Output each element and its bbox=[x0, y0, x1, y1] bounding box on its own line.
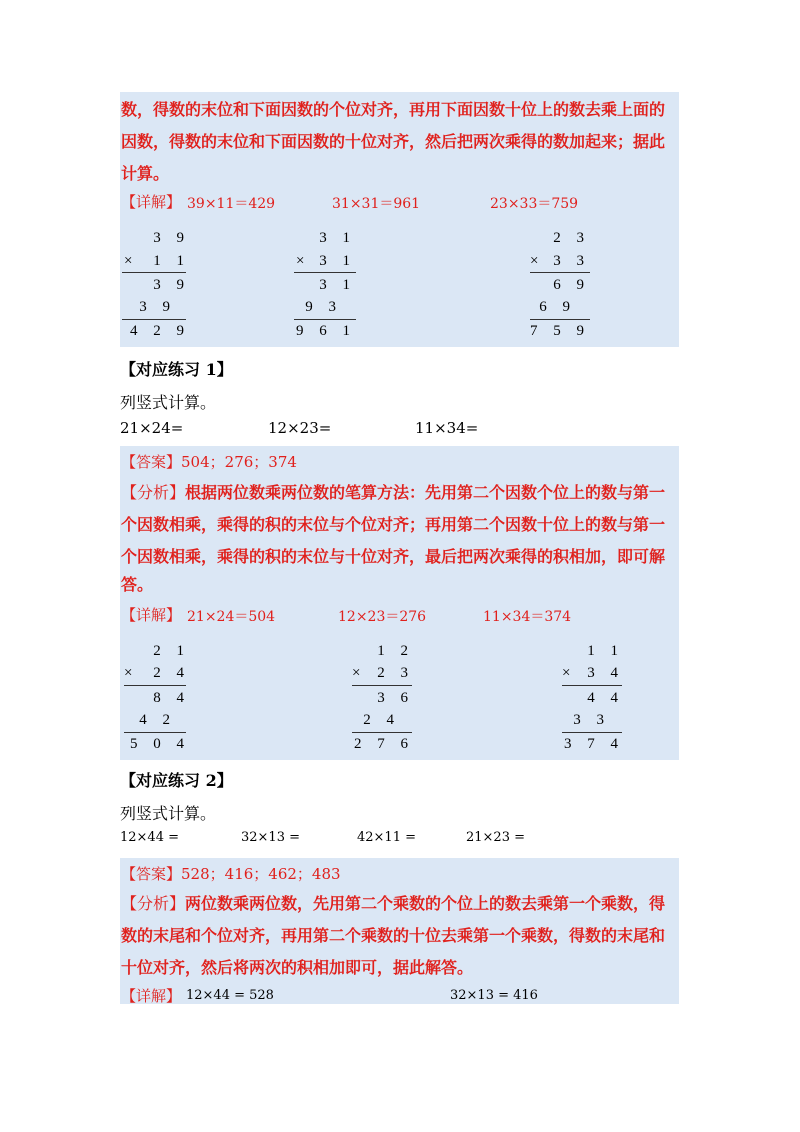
analysis-label: 【分析】 bbox=[121, 483, 186, 502]
instruction: 列竖式计算。 bbox=[120, 393, 217, 412]
multiplier: 3 1 bbox=[319, 253, 356, 269]
problem: 12×44 = bbox=[120, 830, 180, 845]
multiplier: 3 3 bbox=[553, 253, 590, 269]
operator: × bbox=[530, 253, 545, 269]
answer-value: 504；276；374 bbox=[181, 453, 297, 471]
detail-label: 【详解】 bbox=[121, 193, 182, 211]
multiplicand: 3 1 bbox=[319, 230, 356, 246]
detail-label: 【详解】 bbox=[121, 606, 182, 624]
multiplier: 3 4 bbox=[587, 665, 624, 681]
partial-product: 3 1 bbox=[319, 277, 356, 293]
partial-product: 4 2 bbox=[139, 712, 176, 728]
problem: 21×24= bbox=[120, 419, 184, 437]
operator: × bbox=[124, 253, 139, 269]
equation: 23×33＝759 bbox=[490, 196, 579, 212]
section-title: 【对应练习 1】 bbox=[120, 360, 233, 379]
problem: 32×13 = bbox=[241, 830, 301, 845]
problem: 11×34= bbox=[415, 419, 479, 437]
product: 3 7 4 bbox=[564, 736, 624, 752]
multiplicand: 3 9 bbox=[153, 230, 190, 246]
multiplier: 2 4 bbox=[153, 665, 190, 681]
partial-product: 2 4 bbox=[363, 712, 400, 728]
partial-product: 3 9 bbox=[153, 277, 190, 293]
product: 7 5 9 bbox=[530, 323, 590, 339]
multiplicand: 2 1 bbox=[153, 643, 190, 659]
partial-product: 4 4 bbox=[587, 690, 624, 706]
analysis-line bbox=[121, 483, 665, 503]
product: 9 6 1 bbox=[296, 323, 356, 339]
problem: 12×23= bbox=[268, 419, 332, 437]
product: 5 0 4 bbox=[130, 736, 190, 752]
multiplicand: 2 3 bbox=[553, 230, 590, 246]
equation: 11×34＝374 bbox=[483, 609, 572, 625]
answer-line bbox=[121, 452, 297, 472]
text-line: 因数，得数的末位和下面因数的十位对齐，然后把两次乘得的数加起来；据此 bbox=[121, 132, 666, 151]
equation: 12×44 = 528 bbox=[186, 988, 274, 1003]
analysis-label: 【分析】 bbox=[121, 894, 186, 913]
multiplier: 1 1 bbox=[153, 253, 190, 269]
analysis-text: 两位数乘两位数，先用第二个乘数的个位上的数去乘第一个乘数，得 bbox=[185, 894, 666, 913]
partial-product: 6 9 bbox=[553, 277, 590, 293]
problem: 42×11 = bbox=[357, 830, 417, 845]
equation: 39×11＝429 bbox=[187, 196, 276, 212]
section-title: 【对应练习 2】 bbox=[120, 771, 233, 790]
answer-line bbox=[121, 864, 341, 884]
solution-box-1 bbox=[120, 92, 679, 347]
analysis-line: 数的末尾和个位对齐，再用第二个乘数的十位去乘第一个乘数，得数的末尾和 bbox=[121, 926, 666, 945]
equation: 21×24＝504 bbox=[187, 609, 276, 625]
answer-value: 528；416；462；483 bbox=[181, 865, 341, 883]
analysis-line: 十位对齐，然后将两次的积相加即可，据此解答。 bbox=[121, 958, 474, 977]
product: 4 2 9 bbox=[130, 323, 190, 339]
partial-product: 3 3 bbox=[573, 712, 610, 728]
partial-product: 3 6 bbox=[377, 690, 414, 706]
analysis-line: 答。 bbox=[121, 575, 154, 594]
operator: × bbox=[296, 253, 311, 269]
multiplicand: 1 1 bbox=[587, 643, 624, 659]
partial-product: 8 4 bbox=[153, 690, 190, 706]
text-line: 计算。 bbox=[121, 164, 170, 183]
multiplicand: 1 2 bbox=[377, 643, 414, 659]
partial-product: 9 3 bbox=[305, 299, 342, 315]
operator: × bbox=[124, 665, 139, 681]
analysis-text: 根据两位数乘两位数的笔算方法：先用第二个因数个位上的数与第一 bbox=[185, 483, 666, 502]
problem: 21×23 = bbox=[466, 830, 526, 845]
operator: × bbox=[352, 665, 367, 681]
equation: 12×23＝276 bbox=[338, 609, 427, 625]
answer-label: 【答案】 bbox=[121, 865, 182, 883]
analysis-line: 个因数相乘，乘得的积的末位与个位对齐；再用第二个因数十位上的数与第一 bbox=[121, 515, 666, 534]
equation: 31×31＝961 bbox=[332, 196, 421, 212]
equation: 32×13 = 416 bbox=[450, 988, 538, 1003]
analysis-line bbox=[121, 894, 665, 914]
partial-product: 6 9 bbox=[539, 299, 576, 315]
detail-label: 【详解】 bbox=[121, 987, 182, 1005]
text-line: 数，得数的末位和下面因数的个位对齐，再用下面因数十位上的数去乘上面的 bbox=[121, 100, 666, 119]
product: 2 7 6 bbox=[354, 736, 414, 752]
partial-product: 3 9 bbox=[139, 299, 176, 315]
multiplier: 2 3 bbox=[377, 665, 414, 681]
operator: × bbox=[562, 665, 577, 681]
instruction: 列竖式计算。 bbox=[120, 804, 217, 823]
answer-label: 【答案】 bbox=[121, 453, 182, 471]
analysis-line: 个因数相乘，乘得的积的末位与十位对齐，最后把两次乘得的积相加，即可解 bbox=[121, 547, 666, 566]
